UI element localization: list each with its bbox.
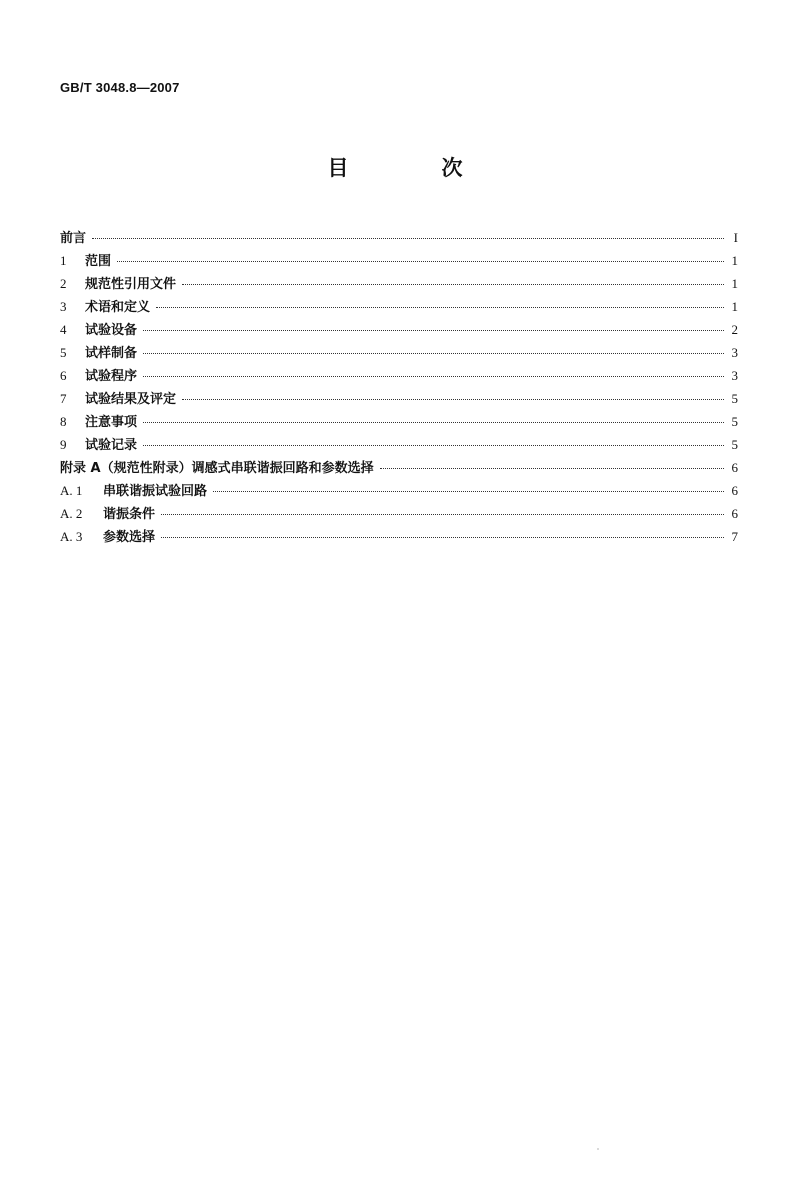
toc-entry[interactable] <box>60 459 738 482</box>
toc-entry[interactable] <box>60 298 738 321</box>
toc-entry[interactable] <box>60 344 738 367</box>
toc-entry-number: A. 1 <box>60 483 83 498</box>
toc-dot-leader <box>143 330 724 331</box>
toc-entry-number: 6 <box>60 368 67 383</box>
toc-entry[interactable] <box>60 436 738 459</box>
toc-entry-page: 7 <box>731 529 738 544</box>
toc-entry-number: A. 3 <box>60 529 83 544</box>
toc-entry-page: 5 <box>731 414 738 429</box>
toc-entry-label: 试验程序 <box>85 369 138 384</box>
toc-entry-label: 试验结果及评定 <box>85 392 177 407</box>
toc-entry-page: 1 <box>731 299 738 314</box>
toc-entry-number: 9 <box>60 437 67 452</box>
toc-entry-page: 5 <box>731 391 738 406</box>
toc-entry-page: 5 <box>731 437 738 452</box>
toc-entry-label: 规范性引用文件 <box>85 277 177 292</box>
toc-entry-page: 6 <box>731 506 738 521</box>
toc-entry-label: 谐振条件 <box>103 507 156 522</box>
table-of-contents <box>60 229 738 551</box>
toc-entry-number: A. 2 <box>60 506 83 521</box>
scan-speck <box>597 1148 599 1150</box>
toc-entry[interactable] <box>60 275 738 298</box>
toc-entry[interactable] <box>60 413 738 436</box>
toc-entry-number: 5 <box>60 345 67 360</box>
toc-entry-page: 1 <box>731 253 738 268</box>
toc-entry-label: 试验设备 <box>85 323 138 338</box>
toc-dot-leader <box>92 238 724 239</box>
toc-dot-leader <box>117 261 724 262</box>
toc-dot-leader <box>182 284 724 285</box>
toc-entry-number: 8 <box>60 414 67 429</box>
toc-entry[interactable] <box>60 367 738 390</box>
toc-entry[interactable] <box>60 321 738 344</box>
standard-code: GB/T 3048.8—2007 <box>60 80 180 95</box>
toc-dot-leader <box>143 353 724 354</box>
toc-entry-page: 6 <box>731 460 738 475</box>
toc-entry-number: 1 <box>60 253 67 268</box>
toc-entry-page: I <box>733 230 738 245</box>
toc-entry-number: 4 <box>60 322 67 337</box>
toc-entry-label: 注意事项 <box>85 415 138 430</box>
toc-dot-leader <box>143 422 724 423</box>
toc-dot-leader <box>213 491 724 492</box>
toc-entry-number: 3 <box>60 299 67 314</box>
toc-dot-leader <box>156 307 724 308</box>
toc-entry[interactable] <box>60 252 738 275</box>
toc-dot-leader <box>143 445 724 446</box>
toc-entry-label: 术语和定义 <box>85 300 151 315</box>
toc-dot-leader <box>380 468 724 469</box>
toc-entry[interactable] <box>60 505 738 528</box>
toc-entry-label: 试验记录 <box>85 438 138 453</box>
toc-entry-label: 参数选择 <box>103 530 156 545</box>
toc-dot-leader <box>161 514 724 515</box>
toc-dot-leader <box>143 376 724 377</box>
toc-dot-leader <box>182 399 724 400</box>
toc-entry-page: 2 <box>731 322 738 337</box>
toc-entry-label: 范围 <box>85 254 112 269</box>
toc-entry-page: 6 <box>731 483 738 498</box>
toc-entry-page: 3 <box>731 345 738 360</box>
toc-title: 目 次 <box>327 156 499 180</box>
toc-entry[interactable] <box>60 390 738 413</box>
toc-entry-number: 7 <box>60 391 67 406</box>
toc-entry-page: 1 <box>731 276 738 291</box>
toc-entry[interactable] <box>60 482 738 505</box>
toc-entry-label: 附录 A（规范性附录）调感式串联谐振回路和参数选择 <box>60 461 374 476</box>
toc-entry-number: 2 <box>60 276 67 291</box>
toc-entry-label: 试样制备 <box>85 346 138 361</box>
toc-entry[interactable] <box>60 528 738 551</box>
toc-entry-label: 前言 <box>60 231 87 246</box>
toc-entry[interactable] <box>60 229 738 252</box>
toc-dot-leader <box>161 537 724 538</box>
toc-entry-label: 串联谐振试验回路 <box>103 484 208 499</box>
toc-entry-page: 3 <box>731 368 738 383</box>
